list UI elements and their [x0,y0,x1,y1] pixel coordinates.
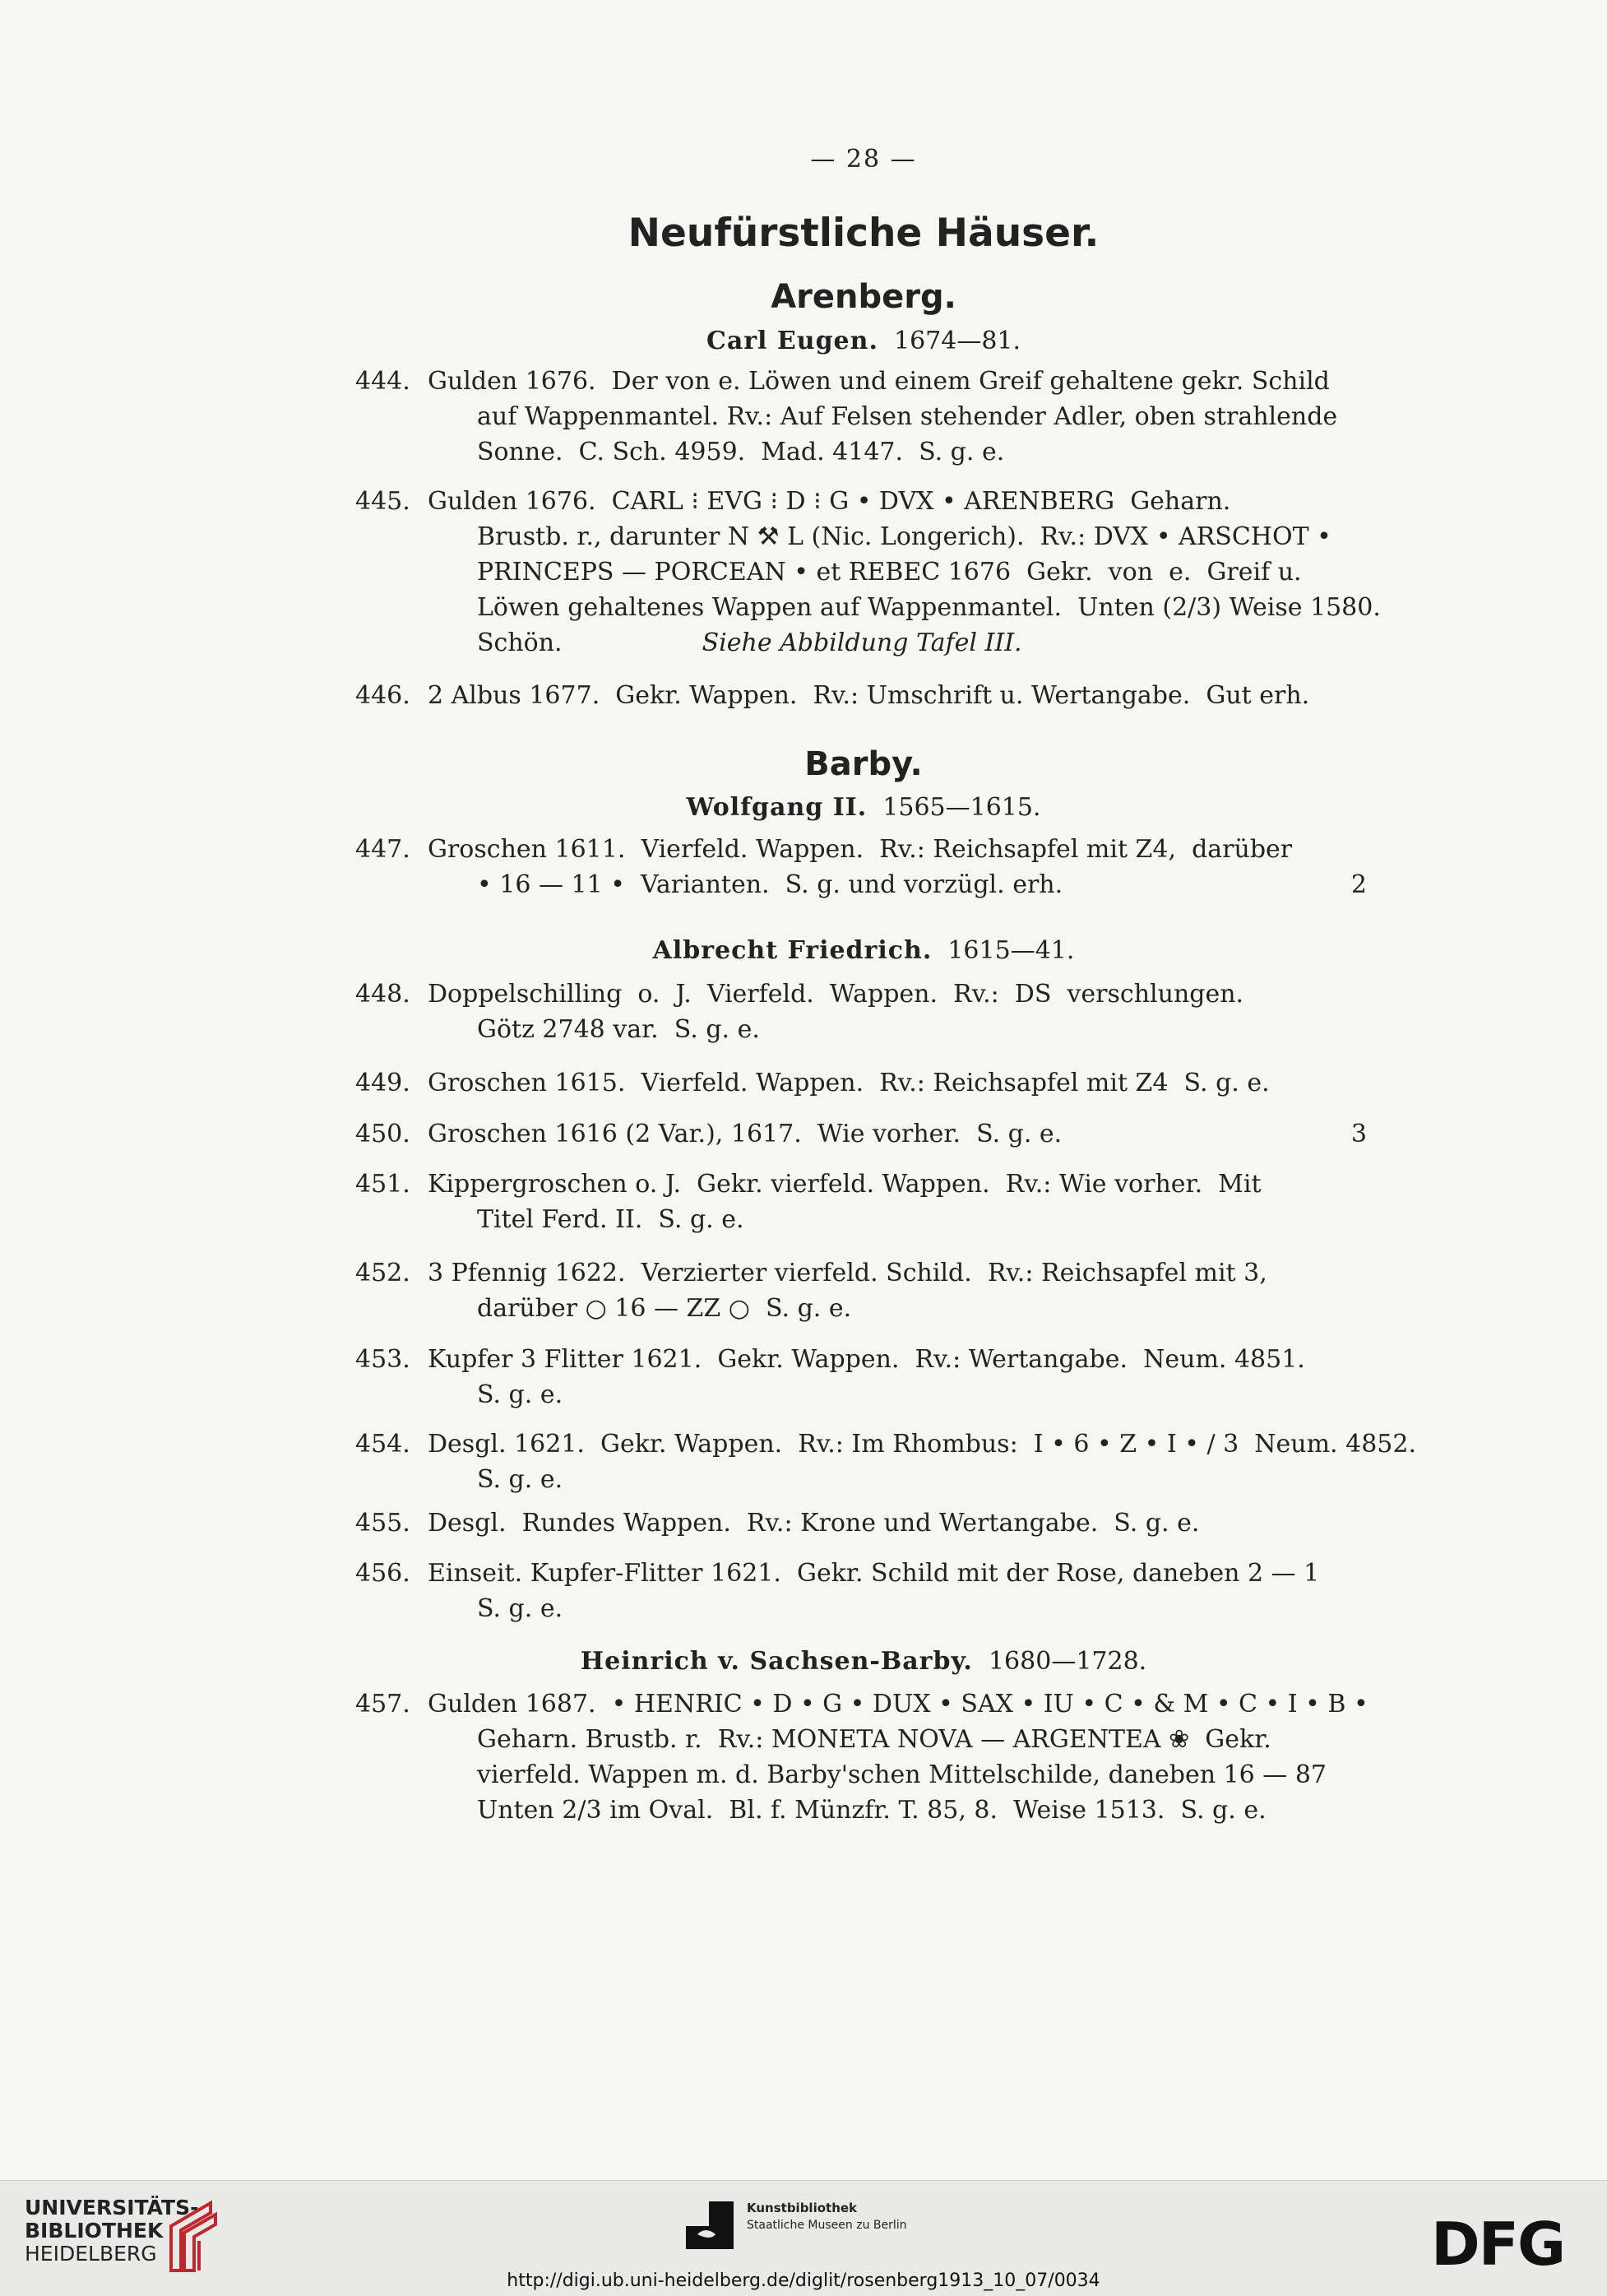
ub-line: HEIDELBERG [25,2242,157,2266]
entry-text: S. g. e. [477,1594,563,1623]
plate-reference: Siehe Abbildung Tafel III. [702,629,1022,657]
entry-number: 447. [355,835,410,864]
catalog-entry-444 [355,364,1367,470]
catalog-entry-454 [355,1426,1416,1497]
entry-text: Gulden 1676. CARL ⁝ EVG ⁝ D ⁝ G • DVX • ARENBERG Geharn. [428,487,1231,516]
entry-text: S. g. e. [477,1380,563,1409]
entry-number: 445. [355,487,410,516]
kb-line: Staatliche Museen zu Berlin [747,2219,907,2232]
price-value: 3 [1350,1120,1367,1148]
catalog-entry-446 [355,678,1367,713]
ruler-name: Carl Eugen. [706,327,878,355]
entry-text-row [355,625,1367,661]
entry-text: S. g. e. [477,1465,563,1494]
entry-text: • 16 — 11 • Varianten. S. g. und vorzügl. erh. [477,870,1063,899]
ruler-heading-wolfgang [0,793,1607,822]
catalog-entry-445 [355,484,1381,661]
entry-number: 446. [355,681,410,710]
entry-text: Desgl. Rundes Wappen. Rv.: Krone und Wertangabe. S. g. e. [428,1509,1200,1538]
kunstbibliothek-logo-icon [683,2198,737,2252]
catalog-entry-447 [355,832,1367,902]
ruler-name: Heinrich v. Sachsen-Barby. [580,1647,973,1676]
entry-text-row [355,867,1367,902]
entry-number: 455. [355,1509,410,1538]
entry-text-row [355,1116,1367,1152]
entry-text: Sonne. C. Sch. 4959. Mad. 4147. S. g. e. [477,438,1005,466]
entry-text: Geharn. Brustb. r. Rv.: MONETA NOVA — ARGENTEA ❀ Gekr. [477,1725,1271,1754]
entry-text: Kippergroschen o. J. Gekr. vierfeld. Wappen. Rv.: Wie vorher. Mit [428,1170,1262,1199]
source-url[interactable]: http://digi.ub.uni-heidelberg.de/diglit/rosenberg1913_10_07/0034 [507,2270,1100,2291]
entry-text: Löwen gehaltenes Wappen auf Wappenmantel. Unten (2/3) Weise 1580. [477,593,1381,622]
ruler-heading-carl-eugen [0,327,1607,355]
entry-text: Unten 2/3 im Oval. Bl. f. Münzfr. T. 85, 8. Weise 1513. S. g. e. [477,1796,1267,1825]
entry-text: PRINCEPS — PORCEAN • et REBEC 1676 Gekr. von e. Greif u. [477,558,1302,587]
entry-number: 454. [355,1430,410,1459]
entry-number: 449. [355,1069,410,1097]
entry-text: Groschen 1611. Vierfeld. Wappen. Rv.: Reichsapfel mit Z4, darüber [428,835,1293,864]
catalog-entry-457 [355,1686,1367,1828]
price-value: 2 [1350,870,1367,899]
catalog-entry-451 [355,1167,1367,1237]
entry-text: Desgl. 1621. Gekr. Wappen. Rv.: Im Rhombus: I • 6 • Z • I • / 3 Neum. 4852. [428,1430,1416,1459]
ruler-heading-heinrich [0,1647,1607,1676]
entry-number: 453. [355,1345,410,1374]
entry-text: Kupfer 3 Flitter 1621. Gekr. Wappen. Rv.: Wertangabe. Neum. 4851. [428,1345,1305,1374]
ruler-dates: 1674—81. [893,327,1021,355]
section-title-barby: Barby. [804,745,923,783]
entry-text: darüber ○ 16 — ZZ ○ S. g. e. [477,1294,852,1323]
entry-number: 448. [355,980,410,1009]
entry-number: 452. [355,1259,410,1287]
catalog-entry-448 [355,976,1367,1047]
entry-text: vierfeld. Wappen m. d. Barby'schen Mittelschilde, daneben 16 — 87 [477,1760,1327,1789]
entry-text: Götz 2748 var. S. g. e. [477,1015,760,1044]
ub-heidelberg-logo-icon [163,2195,222,2277]
entry-text: Doppelschilling o. J. Vierfeld. Wappen. Rv.: DS verschlungen. [428,980,1244,1009]
ruler-name: Albrecht Friedrich. [652,936,933,965]
entry-text: Groschen 1615. Vierfeld. Wappen. Rv.: Reichsapfel mit Z4 S. g. e. [428,1069,1270,1097]
entry-number: 444. [355,367,410,396]
entry-text: Groschen 1616 (2 Var.), 1617. Wie vorher. S. g. e. [428,1120,1063,1148]
ruler-name: Wolfgang II. [686,793,868,822]
section-title-arenberg: Arenberg. [771,278,956,316]
catalog-entry-449 [355,1065,1367,1101]
entry-text: Einseit. Kupfer-Flitter 1621. Gekr. Schild mit der Rose, daneben 2 — 1 [428,1559,1320,1588]
ruler-dates: 1680—1728. [988,1647,1147,1676]
catalog-entry-450 [355,1116,1367,1152]
ruler-dates: 1565—1615. [882,793,1041,822]
ub-line: UNIVERSITÄTS- [25,2196,199,2219]
entry-text: 3 Pfennig 1622. Verzierter vierfeld. Schild. Rv.: Reichsapfel mit 3, [428,1259,1267,1287]
page-title: Neufürstliche Häuser. [628,211,1100,256]
dfg-logo: DFG [1431,2210,1565,2279]
entry-text: Titel Ferd. II. S. g. e. [477,1205,744,1234]
entry-text: Gulden 1676. Der von e. Löwen und einem Greif gehaltene gekr. Schild [428,367,1330,396]
catalog-entry-455 [355,1505,1367,1541]
kunstbibliothek-label [747,2200,907,2233]
entry-text: 2 Albus 1677. Gekr. Wappen. Rv.: Umschrift u. Wertangabe. Gut erh. [428,681,1310,710]
entry-text: Gulden 1687. • HENRIC • D • G • DUX • SAX • IU • C • & M • C • I • B • [428,1690,1368,1719]
entry-number: 450. [355,1120,410,1148]
catalog-entry-453 [355,1342,1367,1412]
ruler-dates: 1615—41. [947,936,1075,965]
ruler-heading-albrecht-friedrich [0,936,1607,965]
entry-number: 451. [355,1170,410,1199]
catalog-entry-456 [355,1556,1367,1626]
page-number: — 28 — [810,145,917,174]
entry-text: Schön. [477,629,563,657]
entry-text: Brustb. r., darunter N ⚒ L (Nic. Longerich). Rv.: DVX • ARSCHOT • [477,522,1331,551]
catalog-entry-452 [355,1255,1367,1326]
kb-line: Kunstbibliothek [747,2201,858,2215]
entry-number: 456. [355,1559,410,1588]
entry-number: 457. [355,1690,410,1719]
entry-text: auf Wappenmantel. Rv.: Auf Felsen stehender Adler, oben strahlende [477,402,1338,431]
ub-line: BIBLIOTHEK [25,2219,164,2243]
